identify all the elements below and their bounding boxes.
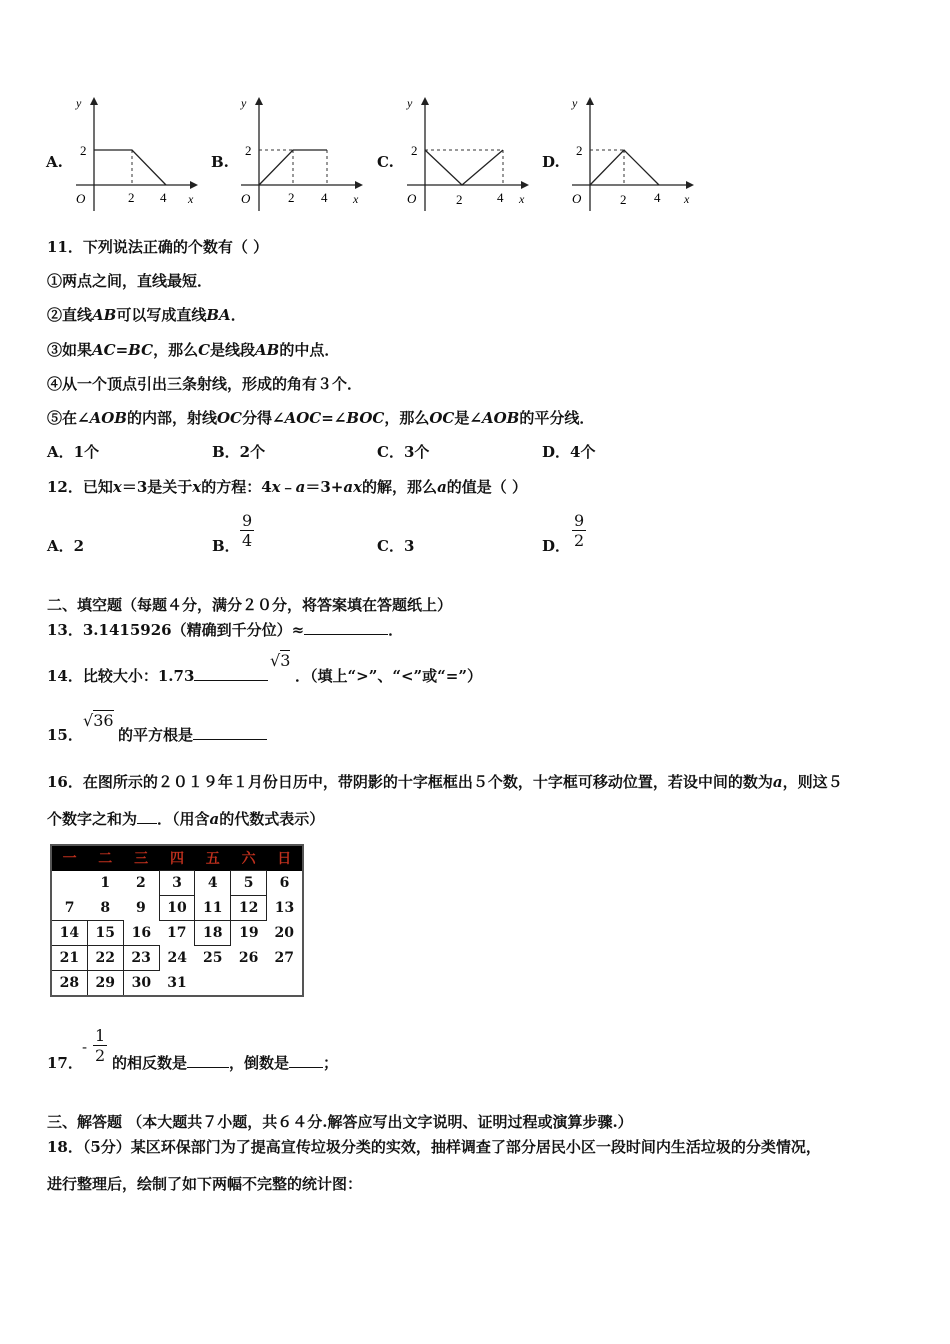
x-tick-2: 2 — [456, 192, 463, 207]
y-axis-label: y — [241, 96, 247, 110]
weekday-header: 三 — [123, 845, 159, 871]
origin-label: O — [572, 191, 582, 206]
calendar-day: 26 — [238, 950, 259, 966]
q12-option-a: A．2 — [47, 537, 85, 555]
weekday-header: 六 — [231, 845, 267, 871]
x-tick-4: 4 — [321, 190, 328, 205]
calendar-day: 2 — [135, 875, 146, 891]
calendar-day: 16 — [131, 924, 152, 941]
calendar-day: 6 — [279, 875, 290, 891]
q14-hint: ．（填上“>”、“<”或“=”） — [295, 667, 482, 685]
option-b-label: B. — [211, 153, 229, 171]
q17-opposite-blank[interactable] — [187, 1067, 229, 1068]
q12-option-d-fraction: $\frac{9}{2}$ — [574, 511, 585, 550]
q16-line-2: 个数字之和为 ．（用含a的代数式表示） — [47, 810, 325, 828]
q17-number: 17． — [47, 1054, 83, 1072]
calendar-january-2019 — [50, 844, 304, 997]
q16-answer-blank[interactable] — [137, 823, 157, 824]
q13: 13．3.1415926（精确到千分位）≈ ． — [47, 621, 404, 639]
calendar-day: 21 — [51, 946, 87, 971]
calendar-week — [51, 946, 303, 971]
q11-statement-4: ④从一个顶点引出三条射线，形成的角有３个． — [47, 375, 363, 393]
x-tick-2: 2 — [620, 192, 627, 207]
q12-option-c: C．3 — [377, 537, 415, 555]
calendar-day: 15 — [87, 921, 123, 946]
x-tick-4: 4 — [497, 190, 504, 205]
q12-stem: 12．已知x＝3是关于x的方程：4x﹣a＝3+ax的解，那么a的值是（ ） — [47, 478, 528, 496]
option-d-label: D. — [542, 153, 560, 171]
q18-line-2: 进行整理后，绘制了如下两幅不完整的统计图： — [47, 1175, 363, 1193]
calendar-day: 29 — [87, 971, 123, 997]
graph-c — [399, 95, 529, 215]
calendar-day: 1 — [100, 875, 111, 891]
q17-reciprocal-blank[interactable] — [289, 1067, 323, 1068]
q11-statement-5: ⑤在∠AOB的内部，射线OC分得∠AOC=∠BOC，那么OC是∠AOB的平分线． — [47, 409, 595, 427]
q11-option-a: A．1个 — [47, 443, 100, 461]
calendar-day: 10 — [159, 896, 195, 921]
q11-statement-1: ①两点之间，直线最短． — [47, 272, 213, 290]
q14: 14．比较大小：1.73 — [47, 665, 268, 686]
x-axis-label: x — [188, 192, 194, 206]
calendar-day: 5 — [231, 871, 267, 896]
calendar-day — [195, 971, 231, 997]
q12-option-b-fraction: $\frac{9}{4}$ — [242, 511, 253, 550]
y-tick-2: 2 — [80, 143, 87, 158]
x-tick-4: 4 — [160, 190, 167, 205]
weekday-header: 日 — [267, 845, 303, 871]
q11-option-d: D．4个 — [542, 443, 596, 461]
calendar-day: 7 — [64, 899, 75, 916]
calendar-week — [51, 871, 303, 896]
calendar-day: 25 — [203, 950, 223, 967]
q17-fraction: $\frac{1}{2}$ — [95, 1026, 106, 1065]
y-axis-label: y — [407, 96, 413, 110]
q16-line-1: 16．在图所示的２０１９年１月份日历中，带阴影的十字框框出５个数，十字框可移动位置，若设中间的数为a，则这５ — [47, 773, 843, 791]
q14-sqrt3: √3 — [270, 651, 291, 670]
option-a-label: A. — [46, 153, 63, 171]
calendar-day: 11 — [203, 899, 223, 916]
calendar-day: 8 — [100, 899, 111, 916]
x-tick-4: 4 — [654, 190, 661, 205]
calendar-day: 18 — [195, 921, 231, 946]
calendar-day: 13 — [274, 900, 295, 916]
calendar-day: 3 — [159, 871, 195, 896]
q17-negative-sign: - — [82, 1038, 88, 1056]
calendar-header-row — [51, 845, 303, 871]
calendar-day: 19 — [239, 925, 259, 942]
calendar-day — [267, 971, 303, 997]
x-axis-label: x — [353, 192, 359, 206]
calendar-day: 14 — [51, 921, 87, 946]
calendar-day: 31 — [167, 974, 187, 991]
calendar-week — [51, 896, 303, 921]
x-axis-label: x — [684, 192, 690, 206]
calendar-day: 12 — [231, 896, 267, 921]
calendar-week — [51, 921, 303, 946]
calendar-day: 23 — [123, 946, 159, 971]
q12-option-d: D． — [542, 537, 571, 555]
calendar-day — [51, 871, 87, 896]
q15: 15． — [47, 726, 83, 744]
calendar-day: 9 — [135, 900, 146, 916]
weekday-header: 一 — [51, 845, 87, 871]
x-axis-label: x — [519, 192, 525, 206]
calendar-day: 30 — [131, 975, 152, 991]
calendar-day: 28 — [51, 971, 87, 997]
x-tick-2: 2 — [128, 190, 135, 205]
y-tick-2: 2 — [411, 143, 418, 158]
y-axis-label: y — [572, 96, 578, 110]
weekday-header: 二 — [87, 845, 123, 871]
y-axis-label: y — [76, 96, 82, 110]
option-c-label: C. — [377, 153, 394, 171]
weekday-header: 五 — [195, 845, 231, 871]
q13-answer-blank[interactable] — [304, 634, 388, 635]
calendar-day: 20 — [274, 925, 295, 941]
graph-b — [233, 95, 363, 215]
q11-option-c: C．3个 — [377, 443, 430, 461]
calendar-day: 4 — [207, 875, 218, 891]
section-3-heading: 三、解答题 （本大题共７小题，共６４分.解答应写出文字说明、证明过程或演算步骤.） — [47, 1113, 633, 1131]
origin-label: O — [76, 191, 86, 206]
calendar-day: 27 — [274, 950, 295, 966]
q17-tail: 的相反数是 ，倒数是 ； — [112, 1054, 339, 1072]
graph-a — [68, 95, 198, 215]
weekday-header: 四 — [159, 845, 195, 871]
q15-answer-blank[interactable] — [193, 739, 267, 740]
q11-statement-3: ③如果AC=BC，那么C是线段AB的中点． — [47, 341, 340, 359]
q18-line-1: 18．（5分）某区环保部门为了提高宣传垃圾分类的实效，抽样调查了部分居民小区一段时间内生活垃圾的分类情况， — [47, 1138, 821, 1156]
q11-option-b: B．2个 — [212, 443, 266, 461]
y-tick-2: 2 — [245, 143, 252, 158]
q14-answer-blank[interactable] — [194, 680, 268, 681]
q15-sqrt36: √36 — [83, 711, 114, 730]
calendar-day: 24 — [167, 950, 187, 966]
y-tick-2: 2 — [576, 143, 583, 158]
calendar-week — [51, 971, 303, 997]
x-tick-2: 2 — [288, 190, 295, 205]
calendar-day — [231, 971, 267, 997]
q12-option-b: B． — [212, 537, 240, 555]
q11-stem: 11．下列说法正确的个数有（ ） — [47, 238, 269, 256]
calendar-day: 17 — [166, 925, 187, 942]
origin-label: O — [407, 191, 417, 206]
section-2-heading: 二、填空题（每题４分，满分２０分，将答案填在答题纸上） — [47, 596, 453, 614]
origin-label: O — [241, 191, 251, 206]
calendar-day: 22 — [95, 950, 115, 966]
graph-d — [564, 95, 694, 215]
q15-tail: 的平方根是 — [118, 724, 267, 745]
q11-statement-2: ②直线AB可以写成直线BA． — [47, 306, 246, 324]
